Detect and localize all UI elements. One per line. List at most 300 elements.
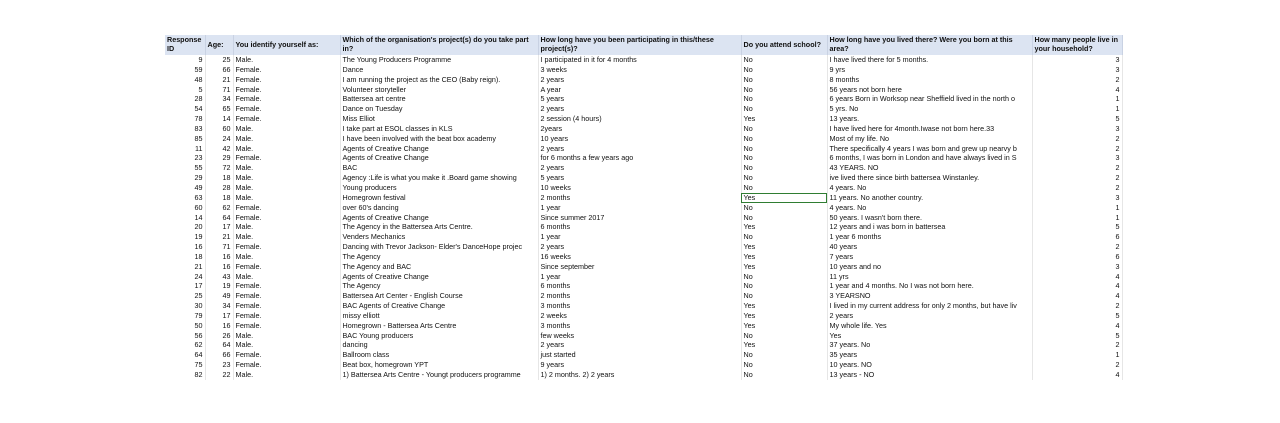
column-header-duration[interactable]: How long have you been participating in this/these project(s)?: [538, 35, 741, 55]
cell-duration[interactable]: for 6 months a few years ago: [538, 153, 741, 163]
cell-project[interactable]: Volunteer storyteller: [340, 85, 538, 95]
cell-school[interactable]: No: [741, 65, 827, 75]
cell-residence[interactable]: 10 years. NO: [827, 360, 1032, 370]
cell-residence[interactable]: 9 yrs: [827, 65, 1032, 75]
cell-residence[interactable]: 4 years. No: [827, 203, 1032, 213]
cell-response-id[interactable]: 11: [165, 144, 205, 154]
cell-gender[interactable]: Male.: [233, 124, 340, 134]
cell-response-id[interactable]: 17: [165, 281, 205, 291]
cell-project[interactable]: The Agency and BAC: [340, 262, 538, 272]
cell-household[interactable]: 2: [1032, 75, 1122, 85]
cell-project[interactable]: Dance: [340, 65, 538, 75]
cell-residence[interactable]: My whole life. Yes: [827, 321, 1032, 331]
cell-household[interactable]: 2: [1032, 173, 1122, 183]
cell-response-id[interactable]: 63: [165, 193, 205, 203]
cell-response-id[interactable]: 56: [165, 331, 205, 341]
cell-household[interactable]: 2: [1032, 340, 1122, 350]
cell-household[interactable]: 6: [1032, 232, 1122, 242]
cell-household[interactable]: 1: [1032, 350, 1122, 360]
table-row: [165, 360, 1122, 370]
cell-school[interactable]: No: [741, 163, 827, 173]
cell-gender[interactable]: Female.: [233, 301, 340, 311]
cell-age[interactable]: 17: [205, 222, 233, 232]
cell-school[interactable]: No: [741, 350, 827, 360]
cell-gender[interactable]: Female.: [233, 350, 340, 360]
cell-duration[interactable]: I participated in it for 4 months: [538, 55, 741, 65]
cell-age[interactable]: 71: [205, 242, 233, 252]
cell-household[interactable]: 3: [1032, 153, 1122, 163]
cell-response-id[interactable]: 83: [165, 124, 205, 134]
cell-residence[interactable]: 35 years: [827, 350, 1032, 360]
cell-response-id[interactable]: 49: [165, 183, 205, 193]
cell-response-id[interactable]: 75: [165, 360, 205, 370]
cell-project[interactable]: 1) Battersea Arts Centre - Youngt producers programme: [340, 370, 538, 380]
cell-project[interactable]: Dance on Tuesday: [340, 104, 538, 114]
table-row: [165, 134, 1122, 144]
cell-project[interactable]: Homegrown - Battersea Arts Centre: [340, 321, 538, 331]
cell-school[interactable]: No: [741, 85, 827, 95]
table-row: [165, 252, 1122, 262]
cell-gender[interactable]: Female.: [233, 75, 340, 85]
cell-school[interactable]: Yes: [741, 311, 827, 321]
cell-age[interactable]: 43: [205, 272, 233, 282]
cell-school[interactable]: No: [741, 272, 827, 282]
table-row: [165, 213, 1122, 223]
cell-project[interactable]: The Agency in the Battersea Arts Centre.: [340, 222, 538, 232]
cell-residence[interactable]: 11 yrs: [827, 272, 1032, 282]
cell-age[interactable]: 29: [205, 153, 233, 163]
cell-age[interactable]: 64: [205, 213, 233, 223]
cell-residence[interactable]: There specifically 4 years I was born and grew up nearvy b: [827, 144, 1032, 154]
cell-school[interactable]: Yes: [741, 340, 827, 350]
cell-age[interactable]: 24: [205, 134, 233, 144]
cell-residence[interactable]: 2 years: [827, 311, 1032, 321]
cell-response-id[interactable]: 29: [165, 173, 205, 183]
cell-residence[interactable]: Yes: [827, 331, 1032, 341]
cell-duration[interactable]: 6 months: [538, 281, 741, 291]
cell-gender[interactable]: Male.: [233, 173, 340, 183]
cell-duration[interactable]: 3 months: [538, 301, 741, 311]
table-row: [165, 153, 1122, 163]
cell-project[interactable]: Ballroom class: [340, 350, 538, 360]
cell-gender[interactable]: Male.: [233, 252, 340, 262]
table-row: [165, 331, 1122, 341]
cell-gender[interactable]: Male.: [233, 193, 340, 203]
header-row: [165, 35, 1122, 55]
cell-duration[interactable]: 3 months: [538, 321, 741, 331]
cell-residence[interactable]: 40 years: [827, 242, 1032, 252]
cell-age[interactable]: 72: [205, 163, 233, 173]
cell-project[interactable]: Agents of Creative Change: [340, 213, 538, 223]
cell-school[interactable]: No: [741, 203, 827, 213]
cell-school[interactable]: No: [741, 124, 827, 134]
column-header-response-id[interactable]: Response ID: [165, 35, 205, 55]
cell-household[interactable]: 5: [1032, 114, 1122, 124]
cell-gender[interactable]: Female.: [233, 114, 340, 124]
cell-school[interactable]: No: [741, 360, 827, 370]
cell-duration[interactable]: 2 years: [538, 75, 741, 85]
cell-age[interactable]: 14: [205, 114, 233, 124]
cell-age[interactable]: 71: [205, 85, 233, 95]
cell-gender[interactable]: Female.: [233, 262, 340, 272]
cell-gender[interactable]: Male.: [233, 163, 340, 173]
cell-household[interactable]: 2: [1032, 144, 1122, 154]
cell-school[interactable]: No: [741, 291, 827, 301]
cell-gender[interactable]: Female.: [233, 311, 340, 321]
cell-duration[interactable]: 9 years: [538, 360, 741, 370]
cell-household[interactable]: 1: [1032, 104, 1122, 114]
cell-household[interactable]: 2: [1032, 134, 1122, 144]
cell-duration[interactable]: 2 session (4 hours): [538, 114, 741, 124]
cell-age[interactable]: 62: [205, 203, 233, 213]
cell-project[interactable]: Beat box, homegrown YPT: [340, 360, 538, 370]
cell-age[interactable]: 28: [205, 183, 233, 193]
cell-residence[interactable]: Most of my life. No: [827, 134, 1032, 144]
cell-school[interactable]: No: [741, 134, 827, 144]
cell-duration[interactable]: A year: [538, 85, 741, 95]
cell-duration[interactable]: 1 year: [538, 272, 741, 282]
table-row: [165, 301, 1122, 311]
cell-household[interactable]: 2: [1032, 301, 1122, 311]
cell-age[interactable]: 16: [205, 262, 233, 272]
cell-gender[interactable]: Female.: [233, 94, 340, 104]
cell-school[interactable]: No: [741, 75, 827, 85]
cell-gender[interactable]: Female.: [233, 321, 340, 331]
column-header-age[interactable]: Age:: [205, 35, 233, 55]
cell-duration[interactable]: 16 weeks: [538, 252, 741, 262]
cell-residence[interactable]: 4 years. No: [827, 183, 1032, 193]
cell-household[interactable]: 4: [1032, 281, 1122, 291]
cell-household[interactable]: 4: [1032, 272, 1122, 282]
cell-age[interactable]: 49: [205, 291, 233, 301]
cell-age[interactable]: 18: [205, 193, 233, 203]
cell-household[interactable]: 5: [1032, 222, 1122, 232]
cell-project[interactable]: Agents of Creative Change: [340, 272, 538, 282]
cell-project[interactable]: Agents of Creative Change: [340, 153, 538, 163]
cell-residence[interactable]: 56 years not born here: [827, 85, 1032, 95]
cell-duration[interactable]: 10 weeks: [538, 183, 741, 193]
cell-age[interactable]: 42: [205, 144, 233, 154]
cell-project[interactable]: Battersea Art Center - English Course: [340, 291, 538, 301]
cell-duration[interactable]: 1 year: [538, 232, 741, 242]
cell-household[interactable]: 4: [1032, 321, 1122, 331]
cell-school[interactable]: Yes: [741, 252, 827, 262]
cell-age[interactable]: 21: [205, 232, 233, 242]
cell-response-id[interactable]: 62: [165, 340, 205, 350]
cell-duration[interactable]: just started: [538, 350, 741, 360]
cell-response-id[interactable]: 60: [165, 203, 205, 213]
cell-school[interactable]: No: [741, 104, 827, 114]
cell-response-id[interactable]: 85: [165, 134, 205, 144]
cell-school[interactable]: Yes: [741, 114, 827, 124]
cell-residence[interactable]: 43 YEARS. NO: [827, 163, 1032, 173]
cell-response-id[interactable]: 78: [165, 114, 205, 124]
cell-household[interactable]: 4: [1032, 85, 1122, 95]
cell-residence[interactable]: 7 years: [827, 252, 1032, 262]
cell-response-id[interactable]: 79: [165, 311, 205, 321]
cell-duration[interactable]: 6 months: [538, 222, 741, 232]
cell-residence[interactable]: 13 years - NO: [827, 370, 1032, 380]
cell-response-id[interactable]: 64: [165, 350, 205, 360]
cell-response-id[interactable]: 25: [165, 291, 205, 301]
cell-gender[interactable]: Male.: [233, 134, 340, 144]
cell-school[interactable]: Yes: [741, 242, 827, 252]
cell-response-id[interactable]: 5: [165, 85, 205, 95]
column-header-school[interactable]: Do you attend school?: [741, 35, 827, 55]
table-row: [165, 104, 1122, 114]
table-row: [165, 85, 1122, 95]
cell-gender[interactable]: Male.: [233, 183, 340, 193]
cell-project[interactable]: BAC Agents of Creative Change: [340, 301, 538, 311]
cell-age[interactable]: 16: [205, 321, 233, 331]
cell-age[interactable]: 26: [205, 331, 233, 341]
cell-school[interactable]: No: [741, 94, 827, 104]
cell-gender[interactable]: Male.: [233, 55, 340, 65]
cell-residence[interactable]: 13 years.: [827, 114, 1032, 124]
cell-residence[interactable]: I lived in my current address for only 2 months, but have liv: [827, 301, 1032, 311]
cell-household[interactable]: 5: [1032, 311, 1122, 321]
cell-response-id[interactable]: 19: [165, 232, 205, 242]
cell-household[interactable]: 3: [1032, 262, 1122, 272]
cell-gender[interactable]: Male.: [233, 340, 340, 350]
cell-response-id[interactable]: 82: [165, 370, 205, 380]
cell-household[interactable]: 6: [1032, 252, 1122, 262]
cell-duration[interactable]: few weeks: [538, 331, 741, 341]
cell-response-id[interactable]: 30: [165, 301, 205, 311]
table-row: [165, 163, 1122, 173]
cell-gender[interactable]: Male.: [233, 331, 340, 341]
table-row: [165, 281, 1122, 291]
cell-gender[interactable]: Female.: [233, 65, 340, 75]
cell-household[interactable]: 2: [1032, 183, 1122, 193]
cell-response-id[interactable]: 18: [165, 252, 205, 262]
cell-gender[interactable]: Female.: [233, 281, 340, 291]
cell-residence[interactable]: 11 years. No another country.: [827, 193, 1032, 203]
cell-project[interactable]: The Agency: [340, 281, 538, 291]
cell-age[interactable]: 22: [205, 370, 233, 380]
cell-duration[interactable]: 5 years: [538, 173, 741, 183]
cell-project[interactable]: Battersea art centre: [340, 94, 538, 104]
cell-household[interactable]: 1: [1032, 213, 1122, 223]
cell-age[interactable]: 66: [205, 350, 233, 360]
cell-household[interactable]: 4: [1032, 370, 1122, 380]
cell-age[interactable]: 66: [205, 65, 233, 75]
cell-project[interactable]: Miss Elliot: [340, 114, 538, 124]
cell-household[interactable]: 2: [1032, 163, 1122, 173]
cell-project[interactable]: Dancing with Trevor Jackson- Elder's DanceHope projec: [340, 242, 538, 252]
cell-project[interactable]: I am running the project as the CEO (Baby reign).: [340, 75, 538, 85]
table-row: [165, 321, 1122, 331]
cell-residence[interactable]: 6 months, I was born in London and have always lived in S: [827, 153, 1032, 163]
cell-response-id[interactable]: 14: [165, 213, 205, 223]
cell-school[interactable]: No: [741, 153, 827, 163]
cell-household[interactable]: 3: [1032, 193, 1122, 203]
cell-duration[interactable]: 3 weeks: [538, 65, 741, 75]
cell-duration[interactable]: 2 years: [538, 340, 741, 350]
table-row: [165, 75, 1122, 85]
cell-duration[interactable]: 1 year: [538, 203, 741, 213]
table-row: [165, 222, 1122, 232]
cell-residence[interactable]: 50 years. I wasn't born there.: [827, 213, 1032, 223]
table-row: [165, 203, 1122, 213]
cell-household[interactable]: 4: [1032, 291, 1122, 301]
cell-response-id[interactable]: 28: [165, 94, 205, 104]
cell-project[interactable]: Agents of Creative Change: [340, 144, 538, 154]
cell-project[interactable]: Venders Mechanics: [340, 232, 538, 242]
cell-school[interactable]: No: [741, 232, 827, 242]
cell-response-id[interactable]: 50: [165, 321, 205, 331]
cell-project[interactable]: BAC Young producers: [340, 331, 538, 341]
cell-response-id[interactable]: 23: [165, 153, 205, 163]
cell-project[interactable]: The Young Producers Programme: [340, 55, 538, 65]
cell-gender[interactable]: Female.: [233, 291, 340, 301]
cell-age[interactable]: 23: [205, 360, 233, 370]
cell-duration[interactable]: 2 months: [538, 193, 741, 203]
cell-gender[interactable]: Female.: [233, 203, 340, 213]
cell-age[interactable]: 19: [205, 281, 233, 291]
cell-gender[interactable]: Male.: [233, 222, 340, 232]
cell-duration[interactable]: Since september: [538, 262, 741, 272]
cell-school[interactable]: Yes: [741, 321, 827, 331]
cell-age[interactable]: 16: [205, 252, 233, 262]
cell-age[interactable]: 60: [205, 124, 233, 134]
cell-household[interactable]: 1: [1032, 203, 1122, 213]
spreadsheet: [165, 35, 1122, 380]
cell-gender[interactable]: Female.: [233, 213, 340, 223]
cell-project[interactable]: I have been involved with the beat box academy: [340, 134, 538, 144]
cell-age[interactable]: 34: [205, 94, 233, 104]
cell-school[interactable]: No: [741, 331, 827, 341]
cell-school[interactable]: Yes: [741, 262, 827, 272]
cell-household[interactable]: 3: [1032, 55, 1122, 65]
cell-duration[interactable]: 2 years: [538, 144, 741, 154]
cell-duration[interactable]: 5 years: [538, 94, 741, 104]
cell-gender[interactable]: Female.: [233, 242, 340, 252]
cell-household[interactable]: 5: [1032, 331, 1122, 341]
cell-project[interactable]: I take part at ESOL classes in KLS: [340, 124, 538, 134]
cell-response-id[interactable]: 55: [165, 163, 205, 173]
column-header-residence[interactable]: How long have you lived there? Were you born at this area?: [827, 35, 1032, 55]
cell-duration[interactable]: 1) 2 months. 2) 2 years: [538, 370, 741, 380]
cell-age[interactable]: 64: [205, 340, 233, 350]
cell-gender[interactable]: Male.: [233, 272, 340, 282]
cell-response-id[interactable]: 48: [165, 75, 205, 85]
cell-residence[interactable]: ive lived there since birth battersea Winstanley.: [827, 173, 1032, 183]
cell-residence[interactable]: 37 years. No: [827, 340, 1032, 350]
cell-residence[interactable]: I have lived there for 5 months.: [827, 55, 1032, 65]
cell-age[interactable]: 25: [205, 55, 233, 65]
table-row: [165, 262, 1122, 272]
cell-project[interactable]: Homegrown festival: [340, 193, 538, 203]
cell-age[interactable]: 18: [205, 173, 233, 183]
cell-school[interactable]: No: [741, 281, 827, 291]
cell-gender[interactable]: Female.: [233, 104, 340, 114]
cell-project[interactable]: over 60's dancing: [340, 203, 538, 213]
cell-residence[interactable]: 12 years and i was born in battersea: [827, 222, 1032, 232]
column-header-gender[interactable]: You identify yourself as:: [233, 35, 340, 55]
cell-age[interactable]: 65: [205, 104, 233, 114]
cell-duration[interactable]: 2 years: [538, 163, 741, 173]
cell-school[interactable]: No: [741, 183, 827, 193]
cell-household[interactable]: 2: [1032, 242, 1122, 252]
cell-gender[interactable]: Male.: [233, 370, 340, 380]
cell-residence[interactable]: 10 years and no: [827, 262, 1032, 272]
cell-school[interactable]: No: [741, 370, 827, 380]
cell-school[interactable]: No: [741, 55, 827, 65]
selected-cell[interactable]: Yes: [741, 193, 827, 203]
table-row: [165, 311, 1122, 321]
cell-duration[interactable]: 2 years: [538, 104, 741, 114]
cell-duration[interactable]: 2 years: [538, 242, 741, 252]
cell-gender[interactable]: Female.: [233, 153, 340, 163]
cell-project[interactable]: missy elliott: [340, 311, 538, 321]
cell-household[interactable]: 3: [1032, 124, 1122, 134]
table-row: [165, 350, 1122, 360]
cell-household[interactable]: 2: [1032, 360, 1122, 370]
cell-residence[interactable]: 6 years Born in Worksop near Sheffield lived in the north o: [827, 94, 1032, 104]
table-row: [165, 124, 1122, 134]
cell-duration[interactable]: 2 months: [538, 291, 741, 301]
cell-school[interactable]: No: [741, 144, 827, 154]
cell-school[interactable]: Yes: [741, 301, 827, 311]
cell-project[interactable]: The Agency: [340, 252, 538, 262]
cell-residence[interactable]: 1 year and 4 months. No I was not born here.: [827, 281, 1032, 291]
cell-response-id[interactable]: 9: [165, 55, 205, 65]
cell-duration[interactable]: 10 years: [538, 134, 741, 144]
cell-duration[interactable]: Since summer 2017: [538, 213, 741, 223]
table-row: [165, 340, 1122, 350]
cell-duration[interactable]: 2 weeks: [538, 311, 741, 321]
cell-age[interactable]: 17: [205, 311, 233, 321]
cell-gender[interactable]: Female.: [233, 360, 340, 370]
column-header-household[interactable]: How many people live in your household?: [1032, 35, 1122, 55]
cell-project[interactable]: Agency :Life is what you make it .Board game showing: [340, 173, 538, 183]
cell-response-id[interactable]: 24: [165, 272, 205, 282]
cell-response-id[interactable]: 16: [165, 242, 205, 252]
cell-project[interactable]: Young producers: [340, 183, 538, 193]
cell-residence[interactable]: I have lived here for 4month.Iwase not born here.33: [827, 124, 1032, 134]
cell-duration[interactable]: 2years: [538, 124, 741, 134]
table-row: [165, 114, 1122, 124]
cell-school[interactable]: No: [741, 213, 827, 223]
cell-household[interactable]: 1: [1032, 94, 1122, 104]
cell-school[interactable]: Yes: [741, 222, 827, 232]
cell-age[interactable]: 34: [205, 301, 233, 311]
cell-gender[interactable]: Male.: [233, 232, 340, 242]
cell-project[interactable]: dancing: [340, 340, 538, 350]
cell-residence[interactable]: 3 YEARSNO: [827, 291, 1032, 301]
cell-school[interactable]: No: [741, 173, 827, 183]
table-row: [165, 370, 1122, 380]
table-row: [165, 232, 1122, 242]
cell-residence[interactable]: 1 year 6 months: [827, 232, 1032, 242]
table-row: [165, 55, 1122, 65]
cell-age[interactable]: 21: [205, 75, 233, 85]
table-body: [165, 55, 1122, 380]
column-header-project[interactable]: Which of the organisation's project(s) do you take part in?: [340, 35, 538, 55]
cell-response-id[interactable]: 20: [165, 222, 205, 232]
cell-response-id[interactable]: 21: [165, 262, 205, 272]
cell-response-id[interactable]: 54: [165, 104, 205, 114]
cell-household[interactable]: 3: [1032, 65, 1122, 75]
cell-residence[interactable]: 8 months: [827, 75, 1032, 85]
cell-gender[interactable]: Male.: [233, 144, 340, 154]
cell-project[interactable]: BAC: [340, 163, 538, 173]
table-row: [165, 65, 1122, 75]
cell-response-id[interactable]: 59: [165, 65, 205, 75]
cell-residence[interactable]: 5 yrs. No: [827, 104, 1032, 114]
cell-gender[interactable]: Female.: [233, 85, 340, 95]
